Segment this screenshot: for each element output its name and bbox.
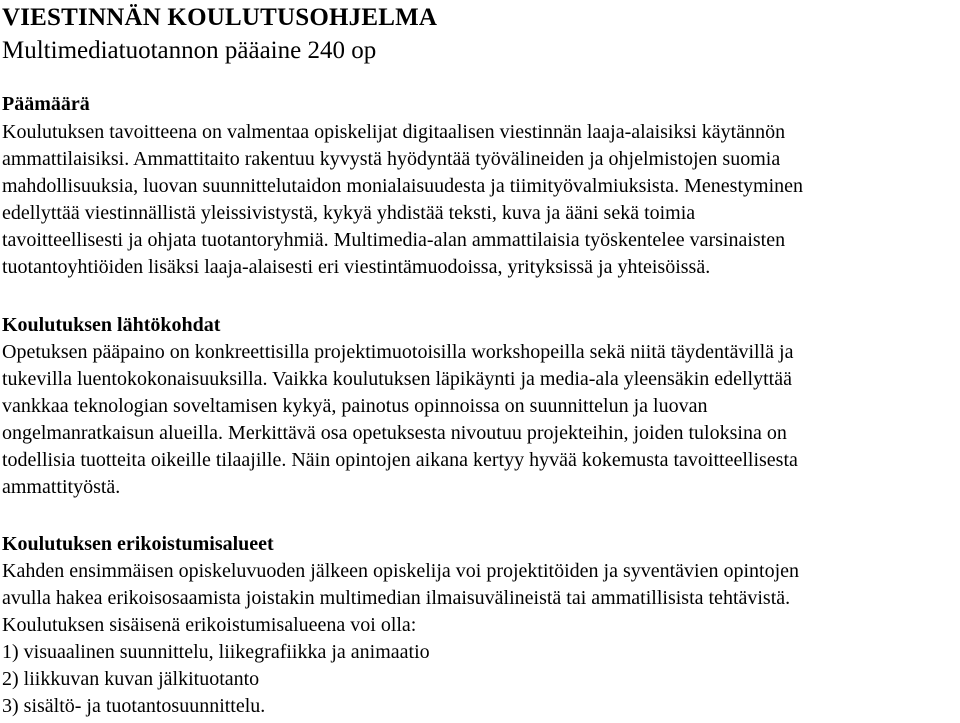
list-item: 1) visuaalinen suunnittelu, liikegrafiikka ja animaatio <box>2 641 430 663</box>
list-item: 2) liikkuvan kuvan jälkituotanto <box>2 668 260 690</box>
paragraph-line: vankkaa teknologian soveltamisen kykyä, painotus opinnoissa on suunnittelun ja luovan <box>2 395 708 417</box>
document-subtitle: Multimediatuotannon pääaine 240 op <box>2 37 377 64</box>
section-heading-paamaara: Päämäärä <box>2 93 90 115</box>
section-heading-lahtokohdat: Koulutuksen lähtökohdat <box>2 314 221 336</box>
list-item: 3) sisältö- ja tuotantosuunnittelu. <box>2 695 266 717</box>
paragraph-line: tuotantoyhtiöiden lisäksi laaja-alaisesti eri viestintämuodoissa, yrityksissä ja yhteisöissä. <box>2 256 711 278</box>
paragraph-line: ammattilaisiksi. Ammattitaito rakentuu kyvystä hyödyntää työvälineiden ja ohjelmistojen suomia <box>2 148 781 170</box>
paragraph-line: tavoitteellisesti ja ohjata tuotantoryhmiä. Multimedia-alan ammattilaisia työskentelee varsinaisten <box>2 229 786 251</box>
paragraph-line: Opetuksen pääpaino on konkreettisilla projektimuotoisilla workshopeilla sekä niitä täydentävillä ja <box>2 341 794 363</box>
paragraph-line: Kahden ensimmäisen opiskeluvuoden jälkeen opiskelija voi projektitöiden ja syventävien opintojen <box>2 560 800 582</box>
paragraph-line: ammattityöstä. <box>2 476 121 498</box>
section-heading-erikoistumisalueet: Koulutuksen erikoistumisalueet <box>2 533 274 555</box>
paragraph-line: Koulutuksen tavoitteena on valmentaa opiskelijat digitaalisen viestinnän laaja-alaisiksi käytännön <box>2 121 786 143</box>
paragraph-line: mahdollisuuksia, luovan suunnittelutaidon monialaisuudesta ja tiimityövalmiuksista. Menestyminen <box>2 175 804 197</box>
paragraph-line: avulla hakea erikoisosaamista joistakin multimedian ilmaisuvälineistä tai ammatillisista tehtävistä. <box>2 587 791 609</box>
paragraph-line: ongelmanratkaisun alueilla. Merkittävä osa opetuksesta nivoutuu projekteihin, joiden tuloksina on <box>2 422 787 444</box>
paragraph-line: tukevilla luentokokonaisuuksilla. Vaikka koulutuksen läpikäynti ja media-ala yleensäkin edellyttää <box>2 368 792 390</box>
paragraph-line: edellyttää viestinnällistä yleissivistystä, kykyä yhdistää teksti, kuva ja ääni sekä toimia <box>2 202 696 224</box>
paragraph-line: todellisia tuotteita oikeille tilaajille. Näin opintojen aikana kertyy hyvää kokemusta tavoitteellisesta <box>2 449 798 471</box>
document-title: VIESTINNÄN KOULUTUSOHJELMA <box>2 4 438 31</box>
paragraph-line: Koulutuksen sisäisenä erikoistumisalueena voi olla: <box>2 614 417 636</box>
